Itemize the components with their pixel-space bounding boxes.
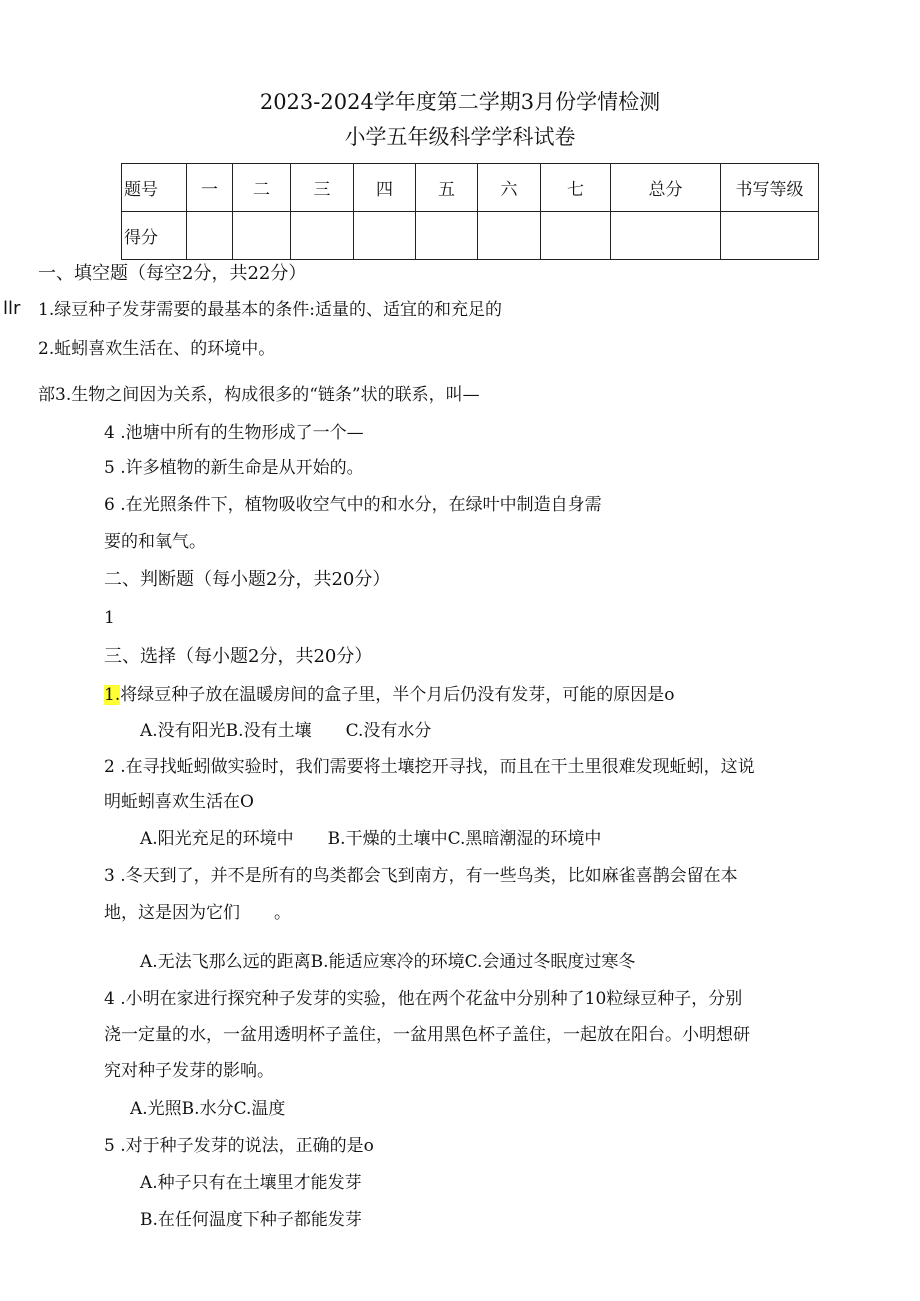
score-cell[interactable] xyxy=(541,212,611,260)
s3-question-1 xyxy=(104,684,674,706)
score-cell[interactable] xyxy=(233,212,291,260)
s3-question-3-line2: 地，这是因为它们 。 xyxy=(104,903,291,923)
score-cell[interactable] xyxy=(416,212,478,260)
section2-heading: 二、判断题（每小题2分，共20分） xyxy=(104,569,391,590)
s1-question-6-line2: 要的和氧气。 xyxy=(104,532,206,552)
s3-question-4-line1: 4 .小明在家进行探究种子发芽的实验，他在两个花盆中分别种了10粒绿豆种子，分别 xyxy=(104,989,743,1009)
exam-title-line1: 2023-2024学年度第二学期3月份学情检测 xyxy=(259,90,661,114)
score-table-header-row xyxy=(122,164,819,212)
s2-line-1: 1 xyxy=(104,608,115,628)
s1-question-2: 2.蚯蚓喜欢生活在、的环境中。 xyxy=(38,339,276,359)
score-cell[interactable] xyxy=(721,212,819,260)
s3-question-2-options: A.阳光充足的环境中 B.干燥的土壤中C.黑暗潮湿的环境中 xyxy=(140,829,602,849)
score-table-header-cell: 总分 xyxy=(611,164,721,212)
score-cell[interactable] xyxy=(354,212,416,260)
score-cell[interactable] xyxy=(291,212,354,260)
s3-question-2-line1: 2 .在寻找蚯蚓做实验时，我们需要将土壤挖开寻找，而且在干土里很难发现蚯蚓，这说 xyxy=(104,757,755,777)
score-cell[interactable] xyxy=(187,212,233,260)
score-cell[interactable] xyxy=(611,212,721,260)
s3-question-5-option-b: B.在任何温度下种子都能发芽 xyxy=(140,1210,362,1230)
s3-question-3-options: A.无法飞那么远的距离B.能适应寒冷的环境C.会通过冬眠度过寒冬 xyxy=(140,952,636,972)
score-table-header-cell: 五 xyxy=(416,164,478,212)
s3-question-1-options: A.没有阳光B.没有土壤 C.没有水分 xyxy=(140,721,432,741)
s3-question-3-line1: 3 .冬天到了，并不是所有的鸟类都会飞到南方，有一些鸟类，比如麻雀喜鹊会留在本 xyxy=(104,866,738,886)
score-table-header-cell: 三 xyxy=(291,164,354,212)
score-table-header-cell: 六 xyxy=(478,164,541,212)
s3-question-4-options: A.光照B.水分C.温度 xyxy=(130,1099,286,1119)
score-cell[interactable] xyxy=(478,212,541,260)
s3-question-5-option-a: A.种子只有在土壤里才能发芽 xyxy=(140,1173,362,1193)
section3-heading: 三、选择（每小题2分，共20分） xyxy=(104,646,373,667)
score-table-header-cell: 书写等级 xyxy=(721,164,819,212)
s3-question-5: 5 .对于种子发芽的说法，正确的是o xyxy=(104,1136,374,1156)
s1-question-6-line1: 6 .在光照条件下，植物吸收空气中的和水分，在绿叶中制造自身需 xyxy=(104,495,602,515)
score-table-score-row xyxy=(122,212,819,260)
exam-title-line2: 小学五年级科学学科试卷 xyxy=(344,125,576,149)
s1-question-5: 5 .许多植物的新生命是从开始的。 xyxy=(104,458,364,478)
score-table-header-cell: 四 xyxy=(354,164,416,212)
s3-question-4-line3: 究对种子发芽的影响。 xyxy=(104,1061,274,1081)
s3-question-2-line2: 明蚯蚓喜欢生活在O xyxy=(104,792,254,812)
score-table-header-cell: 二 xyxy=(233,164,291,212)
score-table-header-cell: 一 xyxy=(187,164,233,212)
score-table xyxy=(121,163,819,260)
s1-question-3: 部3.生物之间因为关系，构成很多的“链条”状的联系，叫— xyxy=(38,385,480,405)
section1-heading: 一、填空题（每空2分，共22分） xyxy=(38,263,307,284)
s3-question-1-text: 将绿豆种子放在温暖房间的盒子里，半个月后仍没有发芽，可能的原因是o xyxy=(120,685,675,705)
score-row-label: 得分 xyxy=(122,212,187,260)
s1-question-4: 4 .池塘中所有的生物形成了一个— xyxy=(104,423,364,443)
score-table-header-cell: 七 xyxy=(541,164,611,212)
s3-question-4-line2: 浇一定量的水，一盆用透明杯子盖住，一盆用黑色杯子盖住，一起放在阳台。小明想研 xyxy=(104,1025,750,1045)
margin-mark: llr xyxy=(3,298,21,319)
s1-question-1: 1.绿豆种子发芽需要的最基本的条件:适量的、适宜的和充足的 xyxy=(38,300,502,320)
highlighted-question-number: 1. xyxy=(104,685,121,705)
score-table-header-cell: 题号 xyxy=(122,164,187,212)
